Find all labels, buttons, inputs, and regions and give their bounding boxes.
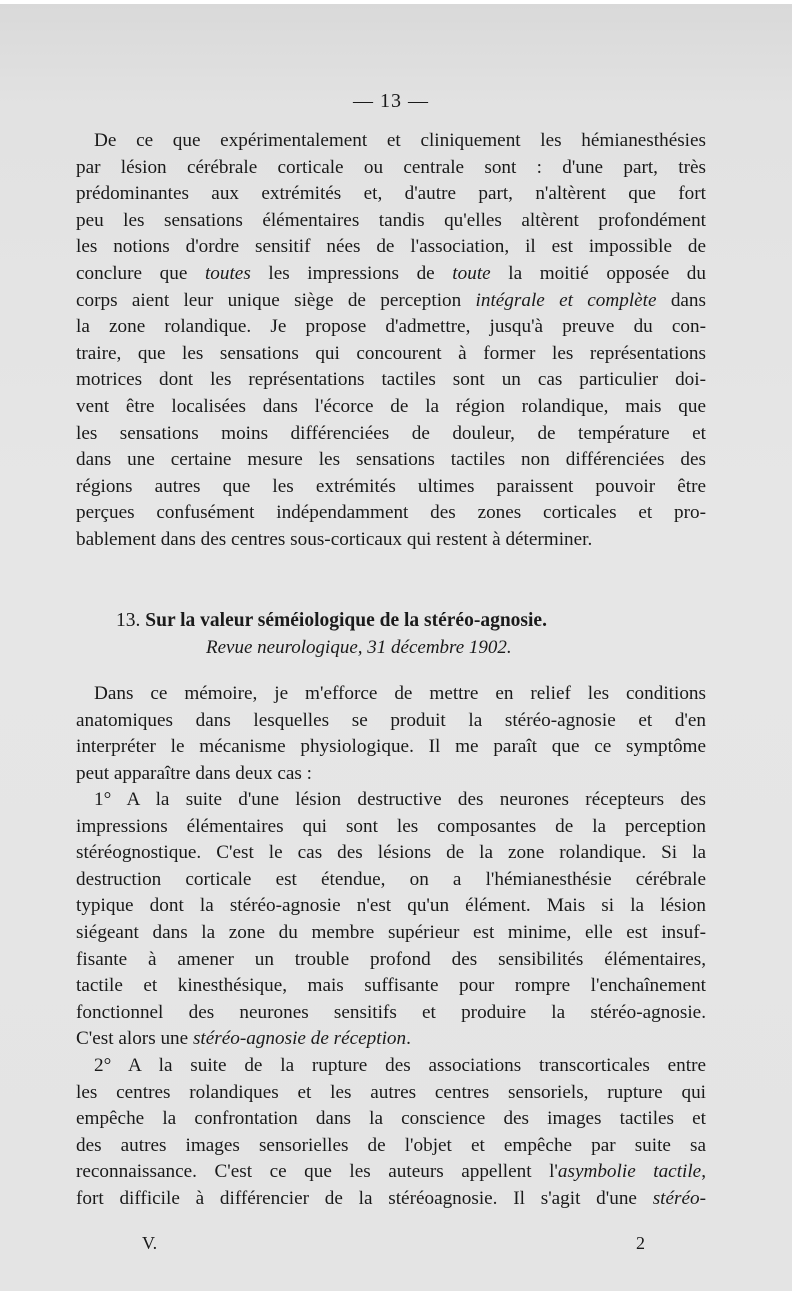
text-line: perçues confusément indépendamment des zones corticales et pro- xyxy=(76,502,706,524)
text-line: corps aient leur unique siège de perception intégrale et complète dans xyxy=(76,289,706,311)
text-line: stéréognostique. C'est le cas des lésions de la zone rolandique. Si la xyxy=(76,842,706,864)
text-line: bablement dans des centres sous-corticaux qui restent à déterminer. xyxy=(76,528,593,550)
section-source-citation: Revue neurologique, 31 décembre 1902. xyxy=(206,637,512,658)
page-number: — 13 — xyxy=(353,90,429,112)
text-line: les notions d'ordre sensitif nées de l'association, il est impossible de xyxy=(76,236,706,258)
text-line: traire, que les sensations qui concourent à former les représentations xyxy=(76,342,706,364)
text-line: vent être localisées dans l'écorce de la région rolandique, mais que xyxy=(76,395,706,417)
text-line: dans une certaine mesure les sensations tactiles non différenciées des xyxy=(76,449,706,471)
paragraph-conclusion xyxy=(76,128,706,554)
text-line: des autres images sensorielles de l'objet et empêche par suite sa xyxy=(76,1134,706,1156)
text-line: motrices dont les représentations tactiles sont un cas particulier doi- xyxy=(76,369,706,391)
text-line: empêche la confrontation dans la conscience des images tactiles et xyxy=(76,1108,706,1130)
text-line: Dans ce mémoire, je m'efforce de mettre en relief les conditions xyxy=(94,683,706,704)
text-line: régions autres que les extrémités ultimes paraissent pouvoir être xyxy=(76,475,706,497)
text-line: 1° A la suite d'une lésion destructive des neurones récepteurs des xyxy=(94,789,706,810)
emphasis: toutes xyxy=(204,262,251,284)
text-line: siégeant dans la zone du membre supérieur est minime, elle est insuf- xyxy=(76,921,706,943)
section-title: Sur la valeur séméiologique de la stéréo-agnosie. xyxy=(145,610,547,631)
paragraph-case-1 xyxy=(76,787,706,1053)
emphasis: toute xyxy=(452,262,491,284)
text-line: destruction corticale est étendue, on a l'hémianesthésie cérébrale xyxy=(76,868,706,890)
text-line: interpréter le mécanisme physiologique. Il me paraît que ce symptôme xyxy=(76,736,706,758)
text-line: tactile et kinesthésique, mais suffisante pour rompre l'enchaînement xyxy=(76,975,706,997)
text-line: fisante à amener un trouble profond des sensibilités élémentaires, xyxy=(76,948,706,970)
text-line: peut apparaître dans deux cas : xyxy=(76,762,313,784)
paragraph-case-2 xyxy=(76,1053,706,1213)
text-line: 2° A la suite de la rupture des associations transcorticales entre xyxy=(94,1055,706,1076)
text-line: les sensations moins différenciées de douleur, de température et xyxy=(76,422,706,444)
text-line: typique dont la stéréo-agnosie n'est qu'un élément. Mais si la lésion xyxy=(76,895,706,917)
text-line: la zone rolandique. Je propose d'admettre, jusqu'à preuve du con- xyxy=(76,316,706,338)
text-line: reconnaissance. C'est ce que les auteurs appellent l'asymbolie tactile, xyxy=(76,1161,706,1183)
text-line: C'est alors une stéréo-agnosie de réception. xyxy=(76,1028,411,1050)
text-line: les centres rolandiques et les autres centres sensoriels, rupture qui xyxy=(76,1081,706,1103)
paragraph-intro xyxy=(76,681,706,787)
section-heading xyxy=(116,608,547,635)
text-line: prédominantes aux extrémités et, d'autre part, n'altèrent que fort xyxy=(76,183,706,205)
scanned-page xyxy=(0,4,792,1291)
text-line: fonctionnel des neurones sensitifs et produire la stéréo-agnosie. xyxy=(76,1001,706,1023)
section-number: 13. xyxy=(116,610,141,631)
emphasis: stéréo- xyxy=(652,1187,706,1209)
text-line: impressions élémentaires qui sont les composantes de la perception xyxy=(76,815,706,837)
emphasis: intégrale et complète xyxy=(475,289,657,311)
text-line: fort difficile à différencier de la stéréoagnosie. Il s'agit d'une stéréo- xyxy=(76,1187,706,1209)
text-line: De ce que expérimentalement et cliniquement les hémianesthésies xyxy=(94,130,706,151)
signature-mark: V. xyxy=(142,1233,158,1253)
sheet-number: 2 xyxy=(636,1233,645,1253)
text-line: anatomiques dans lesquelles se produit la stéréo-agnosie et d'en xyxy=(76,709,706,731)
text-line: conclure que toutes les impressions de toute la moitié opposée du xyxy=(76,262,706,284)
emphasis: asymbolie tactile xyxy=(557,1161,702,1183)
text-line: par lésion cérébrale corticale ou centrale sont : d'une part, très xyxy=(76,156,706,178)
emphasis: stéréo-agnosie de réception xyxy=(192,1028,407,1050)
text-line: peu les sensations élémentaires tandis qu'elles altèrent profondément xyxy=(76,209,706,231)
